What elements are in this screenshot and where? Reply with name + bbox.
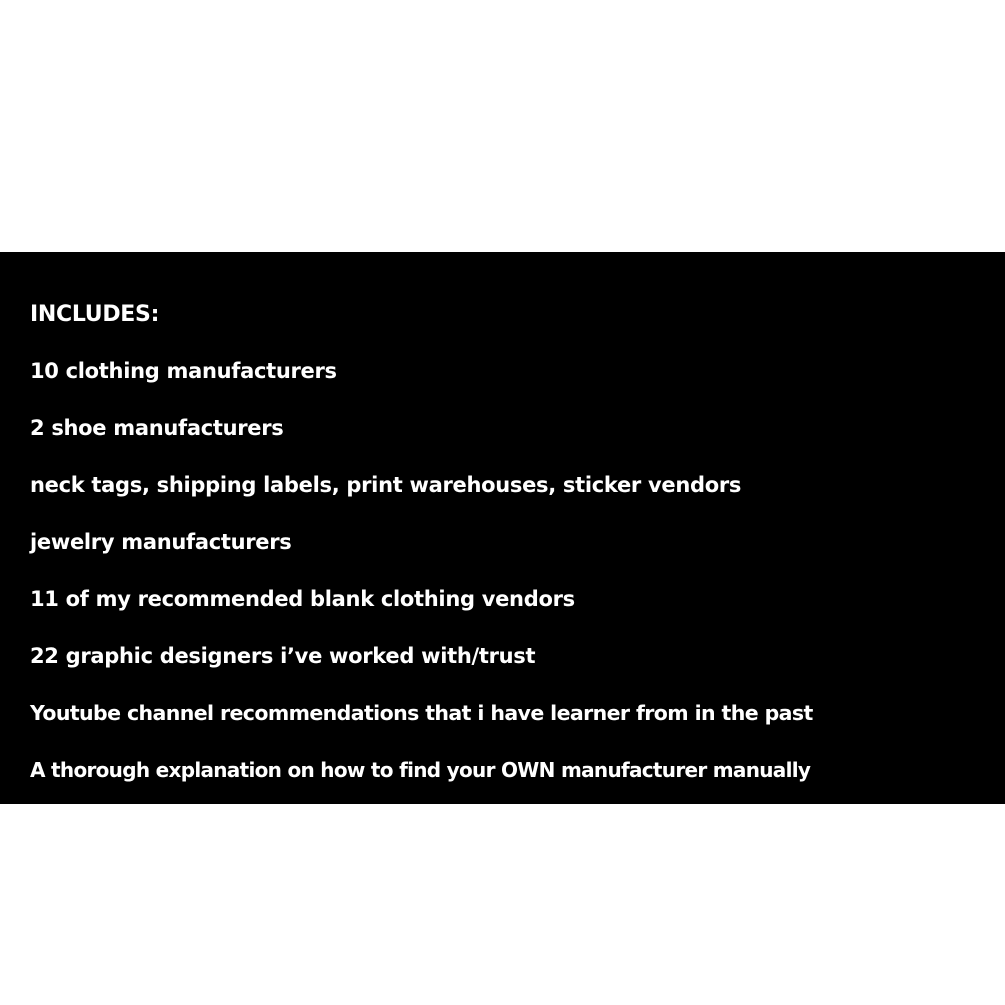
list-item: jewelry manufacturers: [30, 530, 292, 554]
list-item: 10 clothing manufacturers: [30, 359, 337, 383]
list-item: neck tags, shipping labels, print warehouses, sticker vendors: [30, 473, 742, 497]
list-item: 22 graphic designers i’ve worked with/trust: [30, 644, 536, 668]
list-item: A thorough explanation on how to find your OWN manufacturer manually: [30, 758, 811, 782]
list-item: Youtube channel recommendations that i have learner from in the past: [30, 701, 813, 725]
includes-heading: INCLUDES:: [30, 302, 160, 327]
list-item: 11 of my recommended blank clothing vendors: [30, 587, 575, 611]
list-item: 2 shoe manufacturers: [30, 416, 284, 440]
includes-banner: [0, 252, 1005, 804]
